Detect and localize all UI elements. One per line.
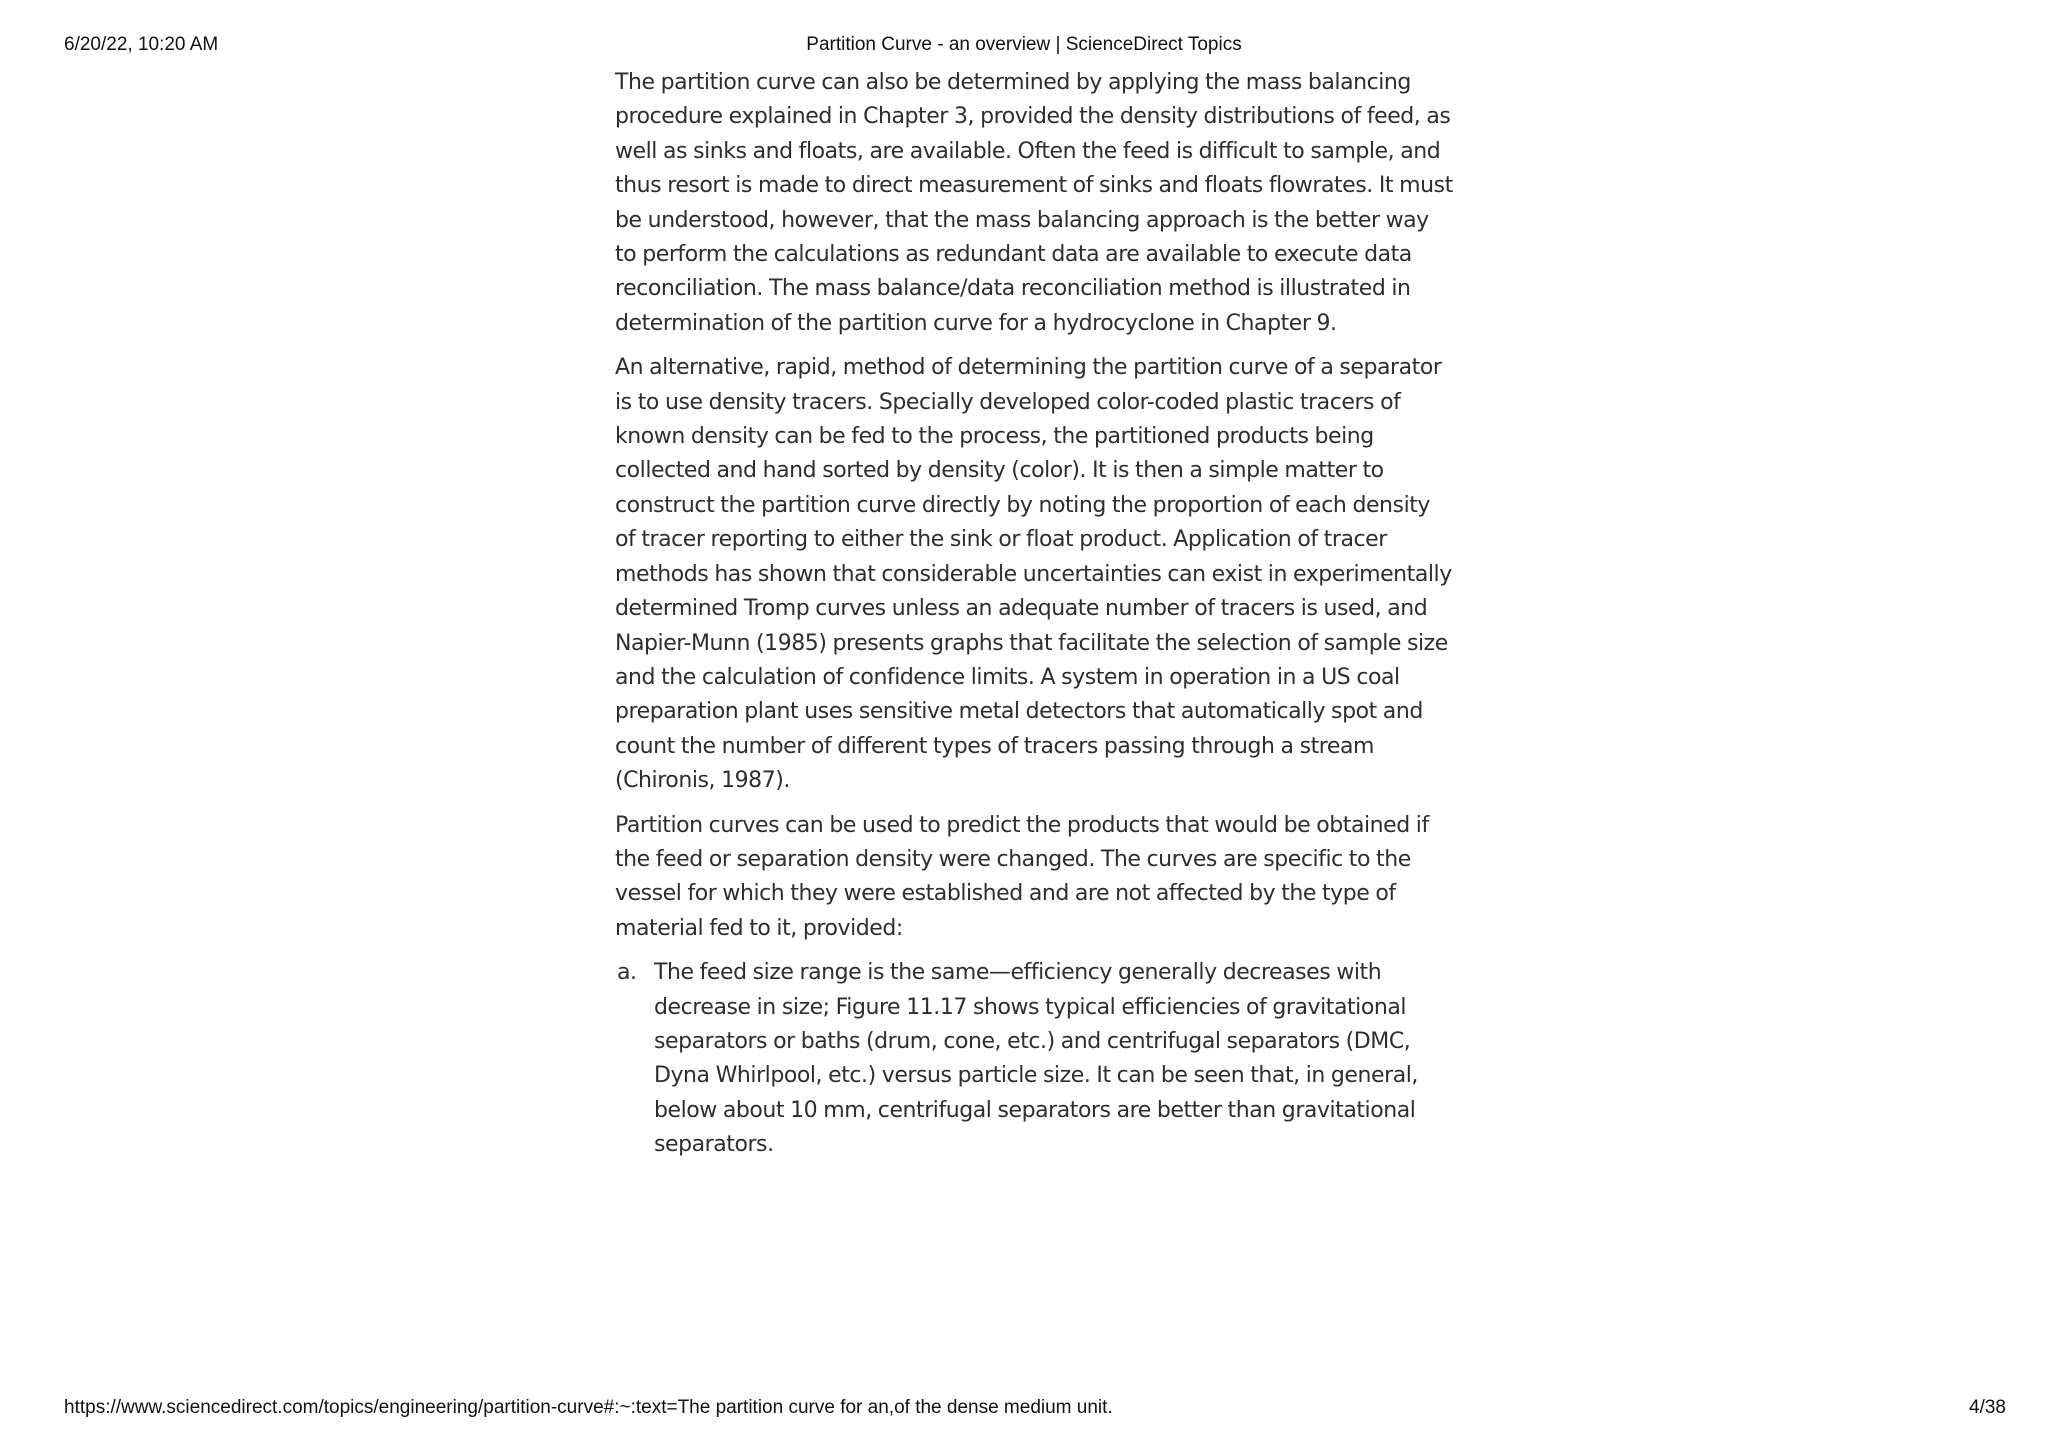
list-item [615, 956, 1455, 1162]
paragraph-prediction: Partition curves can be used to predict the products that would be obtained if the feed or separation density were changed. The curves are specific to the vessel for which they were established and are not affected by the type of material fed to it, provided: [615, 812, 1429, 941]
list-marker: a. [617, 960, 637, 986]
conditions-list [615, 956, 1455, 1162]
print-header [0, 34, 2048, 60]
page-number: 4/38 [1969, 1397, 2006, 1418]
source-url: https://www.sciencedirect.com/topics/engineering/partition-curve#:~:text=The partition curve for an,of the dense medium unit. [64, 1397, 1113, 1418]
print-footer [0, 1397, 2048, 1423]
paragraph-mass-balancing: The partition curve can also be determined by applying the mass balancing procedure explained in Chapter 3, provided the density distributions of feed, as well as sinks and floats, are available. Often the feed is difficult to sample, and thus resort is made to direct measurement of sinks and floats flowrates. It must be understood, however, that the mass balancing approach is the better way to perform the calculations as redundant data are available to execute data reconciliation. The mass balance/data reconciliation method is illustrated in determination of the partition curve for a hydrocyclone in Chapter 9. [615, 70, 1453, 336]
page-title: Partition Curve - an overview | ScienceDirect Topics [806, 34, 1242, 55]
paragraph-density-tracers: An alternative, rapid, method of determining the partition curve of a separator is to use density tracers. Specially developed color-coded plastic tracers of known density can be fed to the process, the partitioned products being collected and hand sorted by density (color). It is then a simple matter to construct the partition curve directly by noting the proportion of each density of tracer reporting to either the sink or float product. Application of tracer methods has shown that considerable uncertainties can exist in experimentally determined Tromp curves unless an adequate number of tracers is used, and Napier-Munn (1985) presents graphs that facilitate the selection of sample size and the calculation of confidence limits. A system in operation in a US coal preparation plant uses sensitive metal detectors that automatically spot and count the number of different types of tracers passing through a stream (Chironis, 1987). [615, 355, 1452, 794]
article-body [615, 66, 1455, 1163]
print-datetime: 6/20/22, 10:20 AM [64, 34, 219, 55]
list-item-text: The feed size range is the same—efficiency generally decreases with decrease in size; Figure 11.17 shows typical efficiencies of gravitational separators or baths (drum, cone, etc.) and centrifugal separators (DMC, Dyna Whirlpool, etc.) versus particle size. It can be seen that, in general, below about 10 mm, centrifugal separators are better than gravitational separators. [654, 960, 1418, 1158]
